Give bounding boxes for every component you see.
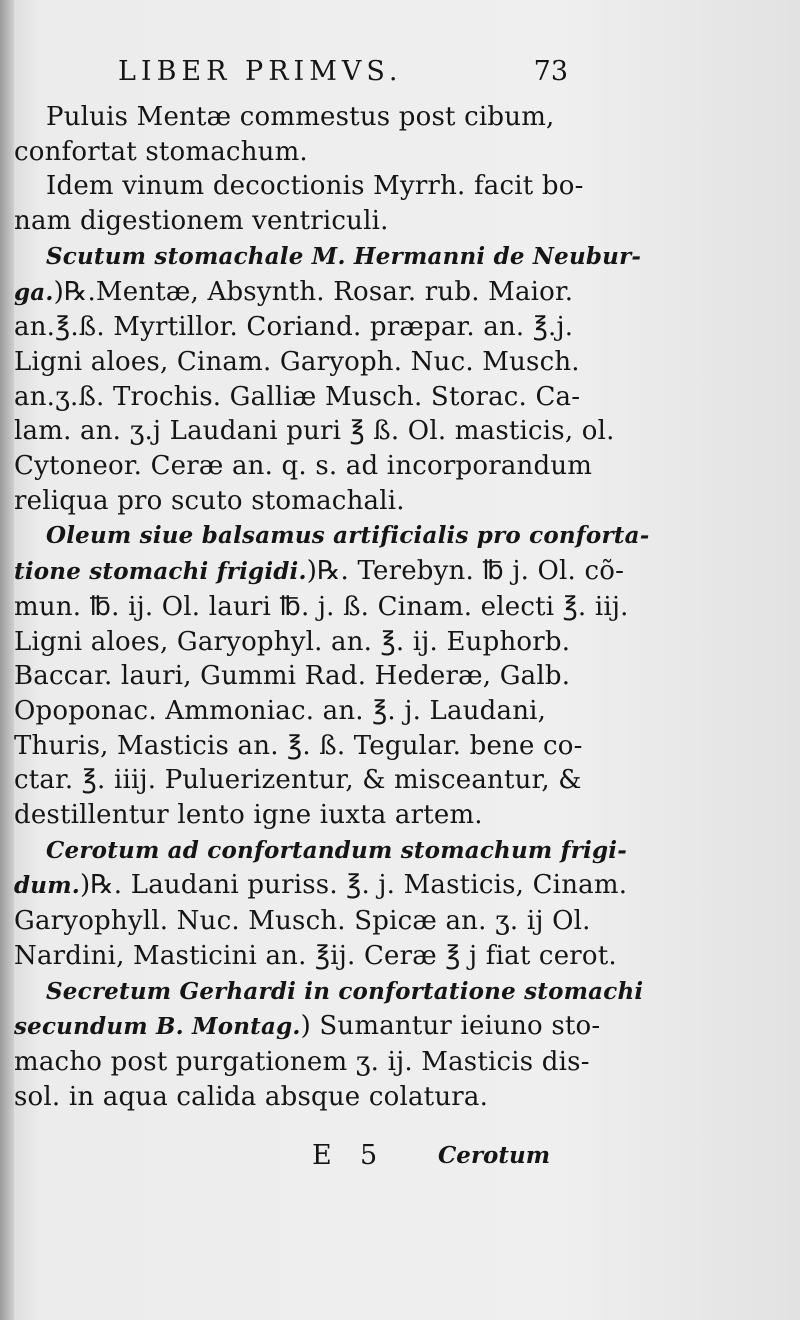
text-segment: Ligni aloes, Garyophyl. an. ℥. ij. Euphorb. [14, 626, 571, 657]
signature-mark-letter: E [312, 1140, 332, 1171]
text-segment: )℞. Laudani puriss. ℥. j. Masticis, Cinam. [79, 870, 628, 901]
text-segment: sol. in aqua calida absque colatura. [14, 1081, 489, 1112]
text-segment: confortat stomachum. [14, 136, 308, 167]
italic-heading-segment: dum. [14, 872, 80, 900]
text-line [14, 204, 554, 239]
text-line [14, 414, 615, 449]
page-footer [0, 1140, 560, 1180]
text-line [14, 239, 642, 275]
text-segment: an.ʒ.ß. Trochis. Galliæ Musch. Storac. Ca- [14, 381, 581, 412]
text-line [14, 484, 554, 519]
text-segment: lam. an. ʒ.j Laudani puri ℥ ß. Ol. masticis, ol. [14, 416, 615, 447]
body-text [14, 100, 650, 1114]
text-line [14, 310, 574, 345]
text-line [14, 1080, 554, 1115]
text-segment: Ligni aloes, Cinam. Garyoph. Nuc. Musch. [14, 346, 580, 377]
text-line [14, 1009, 601, 1045]
italic-heading-segment: Secretum Gerhardi in confortatione stomachi [46, 977, 644, 1005]
text-line [14, 659, 571, 694]
text-line [14, 833, 627, 869]
text-line [14, 868, 628, 904]
text-line [14, 939, 617, 974]
italic-heading-segment: Cerotum ad confortandum stomachum frigi- [46, 836, 627, 864]
text-segment: Baccar. lauri, Gummi Rad. Hederæ, Galb. [14, 661, 571, 692]
text-line [14, 590, 629, 625]
text-segment: ) Sumantur ieiuno sto- [300, 1011, 601, 1042]
text-line [14, 763, 582, 798]
text-line [14, 518, 650, 554]
page-number: 73 [533, 56, 568, 87]
text-segment: )℞.Mentæ, Absynth. Rosar. rub. Maior. [53, 276, 574, 307]
text-segment: destillentur lento igne iuxta artem. [14, 800, 483, 831]
italic-heading-segment: Oleum siue balsamus artificialis pro conforta- [46, 522, 650, 550]
text-segment: Cytoneor. Ceræ an. q. s. ad incorporandum [14, 451, 593, 482]
italic-heading-segment: ga. [14, 278, 54, 306]
text-line [14, 904, 591, 939]
italic-heading-segment: secundum B. Montag. [14, 1013, 301, 1041]
text-segment: Garyophyll. Nuc. Musch. Spicæ an. ʒ. ij Ol. [14, 906, 591, 937]
catchword: Cerotum [438, 1142, 551, 1169]
text-line [14, 798, 554, 833]
text-line [14, 275, 574, 311]
text-line [14, 135, 554, 170]
page-gutter-shadow [0, 0, 14, 1320]
text-segment: )℞. Terebyn. ℔ j. Ol. cõ- [306, 556, 625, 587]
italic-heading-segment: Scutum stomachale M. Hermanni de Neubur- [46, 242, 642, 270]
running-title: LIBER PRIMVS. [118, 56, 403, 87]
text-segment: Opoponac. Ammoniac. an. ℥. j. Laudani, [14, 695, 547, 726]
signature-mark-number: 5 [360, 1140, 378, 1171]
italic-heading-segment: tione stomachi frigidi. [14, 558, 307, 586]
text-segment: ctar. ℥. iiij. Puluerizentur, & misceantur, & [14, 765, 582, 796]
text-line [14, 449, 593, 484]
text-line [14, 554, 625, 590]
text-segment: an.℥.ß. Myrtillor. Coriand. præpar. an. ℥.j. [14, 312, 574, 343]
text-segment: mun. ℔. ij. Ol. lauri ℔. j. ß. Cinam. electi ℥. iij. [14, 591, 629, 622]
text-segment: Nardini, Masticini an. ℥ij. Ceræ ℥ j fiat cerot. [14, 940, 617, 971]
text-segment: Puluis Mentæ commestus post cibum, [46, 102, 555, 132]
text-segment: Idem vinum decoctionis Myrrh. facit bo- [46, 171, 584, 202]
text-line [14, 974, 644, 1010]
text-line [14, 625, 571, 660]
text-line [14, 169, 584, 204]
text-segment: Thuris, Masticis an. ℥. ß. Tegular. bene co- [14, 730, 583, 761]
text-line [14, 345, 580, 380]
text-line [14, 729, 583, 764]
text-line [14, 380, 581, 415]
text-segment: nam digestionem ventriculi. [14, 206, 389, 237]
text-segment: macho post purgationem ʒ. ij. Masticis dis- [14, 1046, 590, 1077]
text-line [14, 694, 554, 729]
text-segment: reliqua pro scuto stomachali. [14, 485, 405, 516]
text-line [14, 100, 554, 135]
running-header [118, 56, 568, 96]
text-line [14, 1045, 590, 1080]
